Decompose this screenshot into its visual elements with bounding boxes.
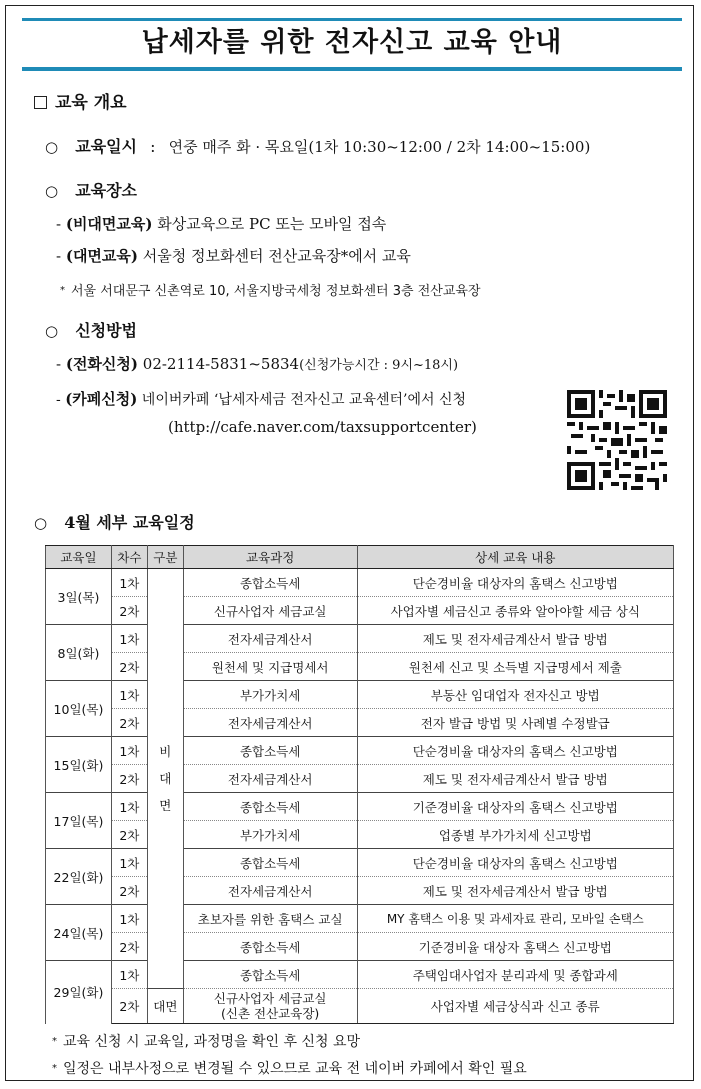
qr-code-icon[interactable]	[567, 390, 667, 490]
mode-offline-cell: 대면	[147, 989, 183, 1024]
detail-cell: 주택임대사업자 분리과세 및 종합과세	[357, 961, 673, 989]
cafe-text: 네이버카페 ‘납세자세금 전자신고 교육센터’에서 신청	[141, 392, 467, 408]
detail-cell: 사업자별 세금신고 종류와 알아야할 세금 상식	[357, 597, 673, 625]
circle-bullet-icon: ○	[45, 138, 59, 156]
note-2	[52, 1058, 527, 1078]
table-row	[46, 625, 674, 653]
offline-label: (대면교육)	[65, 247, 138, 265]
course-main: 신규사업자 세금교실	[213, 991, 327, 1006]
day-cell: 10일(목)	[46, 681, 112, 737]
table-row	[46, 877, 674, 905]
course-cell: 원천세 및 지급명세서	[183, 653, 357, 681]
header-course: 교육과정	[183, 546, 357, 569]
section-overview	[34, 88, 127, 113]
overview-heading: 교육 개요	[55, 93, 127, 113]
round-cell: 1차	[111, 681, 147, 709]
course-cell: 전자세금계산서	[183, 877, 357, 905]
day-cell: 24일(목)	[46, 905, 112, 961]
cafe-url[interactable]: (http://cafe.naver.com/taxsupportcenter)	[168, 418, 477, 436]
online-label: (비대면교육)	[65, 215, 153, 233]
course-cell: 종합소득세	[183, 737, 357, 765]
table-row	[46, 821, 674, 849]
header-round: 차수	[111, 546, 147, 569]
table-row	[46, 849, 674, 877]
table-row	[46, 737, 674, 765]
mode-online-cell	[147, 569, 183, 989]
circle-bullet-icon: ○	[45, 182, 59, 200]
header-day: 교육일	[46, 546, 112, 569]
detail-cell: 단순경비율 대상자의 홈택스 신고방법	[357, 849, 673, 877]
day-cell: 22일(화)	[46, 849, 112, 905]
round-cell: 1차	[111, 849, 147, 877]
day-cell: 17일(목)	[46, 793, 112, 849]
date-row	[45, 134, 590, 157]
mode-online-label: 비 대 면	[159, 744, 172, 813]
round-cell: 2차	[111, 933, 147, 961]
course-cell: 전자세금계산서	[183, 625, 357, 653]
round-cell: 2차	[111, 653, 147, 681]
course-cell: 종합소득세	[183, 793, 357, 821]
detail-cell: 업종별 부가가치세 신고방법	[357, 821, 673, 849]
header-detail: 상세 교육 내용	[357, 546, 673, 569]
round-cell: 1차	[111, 569, 147, 597]
schedule-heading: 4월 세부 교육일정	[64, 513, 195, 532]
day-cell: 3일(목)	[46, 569, 112, 625]
detail-cell: MY 홈택스 이용 및 과세자료 관리, 모바일 손택스	[357, 905, 673, 933]
course-sub: (신촌 전산교육장)	[221, 1006, 320, 1021]
detail-cell: 기준경비율 대상자의 홈택스 신고방법	[357, 793, 673, 821]
table-row	[46, 905, 674, 933]
footnote-text: 서울 서대문구 신촌역로 10, 서울지방국세청 정보화센터 3층 전산교육장	[71, 284, 481, 299]
table-row	[46, 933, 674, 961]
date-value: 연중 매주 화 · 목요일	[168, 138, 309, 156]
offline-text: 서울청 정보화센터 전산교육장*에서 교육	[142, 247, 411, 265]
note-2-text: 일정은 내부사정으로 변경될 수 있으므로 교육 전 네이버 카페에서 확인 필요	[63, 1061, 527, 1077]
course-cell: 부가가치세	[183, 681, 357, 709]
table-row	[46, 765, 674, 793]
asterisk-icon: *	[52, 1036, 57, 1047]
date-sep: :	[150, 137, 156, 156]
apply-label: 신청방법	[75, 321, 138, 340]
round-cell: 2차	[111, 877, 147, 905]
course-cell: 종합소득세	[183, 569, 357, 597]
note-1-text: 교육 신청 시 교육일, 과정명을 확인 후 신청 요망	[63, 1034, 361, 1050]
table-row	[46, 653, 674, 681]
round-cell: 2차	[111, 597, 147, 625]
round-cell: 1차	[111, 793, 147, 821]
detail-cell: 단순경비율 대상자의 홈택스 신고방법	[357, 569, 673, 597]
detail-cell: 제도 및 전자세금계산서 발급 방법	[357, 877, 673, 905]
place-label: 교육장소	[75, 181, 138, 200]
schedule-table	[45, 545, 674, 1024]
round-cell: 2차	[111, 989, 147, 1024]
detail-cell: 전자 발급 방법 및 사례별 수정발급	[357, 709, 673, 737]
detail-cell: 원천세 신고 및 소득별 지급명세서 제출	[357, 653, 673, 681]
course-cell: 초보자를 위한 홈택스 교실	[183, 905, 357, 933]
apply-cafe: - (카페신청) 네이버카페 ‘납세자세금 전자신고 교육센터’에서 신청	[56, 390, 467, 408]
phone-label: (전화신청)	[65, 355, 138, 373]
note-1	[52, 1031, 360, 1051]
table-row	[46, 597, 674, 625]
course-cell: 종합소득세	[183, 933, 357, 961]
detail-cell: 제도 및 전자세금계산서 발급 방법	[357, 765, 673, 793]
circle-bullet-icon: ○	[45, 322, 59, 340]
table-row	[46, 709, 674, 737]
online-text: 화상교육으로 PC 또는 모바일 접속	[157, 215, 387, 233]
place-offline: - (대면교육) 서울청 정보화센터 전산교육장*에서 교육	[56, 247, 411, 265]
day-cell: 29일(화)	[46, 961, 112, 1024]
round-cell: 1차	[111, 905, 147, 933]
round-cell: 1차	[111, 625, 147, 653]
date-label: 교육일시	[75, 137, 138, 156]
round-cell: 2차	[111, 821, 147, 849]
asterisk-icon: *	[60, 285, 65, 296]
header-type: 구분	[147, 546, 183, 569]
page-title: 납세자를 위한 전자신고 교육 안내	[141, 27, 563, 58]
cafe-label: (카페신청)	[65, 390, 138, 408]
phone-hours: (신청가능시간 : 9시~18시)	[299, 358, 459, 373]
detail-cell: 부동산 임대업자 전자신고 방법	[357, 681, 673, 709]
round-cell: 1차	[111, 961, 147, 989]
table-row	[46, 989, 674, 1024]
table-row	[46, 681, 674, 709]
apply-phone: - (전화신청) 02-2114-5831~5834(신청가능시간 : 9시~18시)	[56, 355, 459, 373]
course-cell	[183, 989, 357, 1024]
detail-cell: 사업자별 세금상식과 신고 종류	[357, 989, 673, 1024]
date-times: (1차 10:30~12:00 / 2차 14:00~15:00)	[308, 138, 591, 156]
table-header-row	[46, 546, 674, 569]
title-rule-bottom	[22, 67, 682, 71]
detail-cell: 단순경비율 대상자의 홈택스 신고방법	[357, 737, 673, 765]
day-cell: 15일(화)	[46, 737, 112, 793]
apply-row	[45, 318, 137, 341]
course-cell: 전자세금계산서	[183, 765, 357, 793]
detail-cell: 제도 및 전자세금계산서 발급 방법	[357, 625, 673, 653]
course-cell: 신규사업자 세금교실	[183, 597, 357, 625]
table-row	[46, 793, 674, 821]
place-footnote	[60, 280, 481, 299]
course-cell: 부가가치세	[183, 821, 357, 849]
round-cell: 2차	[111, 709, 147, 737]
square-bullet-icon	[34, 96, 47, 109]
schedule-heading-row	[34, 510, 195, 533]
phone-number[interactable]: 02-2114-5831~5834	[142, 355, 300, 373]
table-row	[46, 569, 674, 597]
table-row	[46, 961, 674, 989]
asterisk-icon: *	[52, 1063, 57, 1074]
round-cell: 2차	[111, 765, 147, 793]
course-cell: 종합소득세	[183, 961, 357, 989]
place-row	[45, 178, 137, 201]
round-cell: 1차	[111, 737, 147, 765]
course-cell: 종합소득세	[183, 849, 357, 877]
circle-bullet-icon: ○	[34, 514, 48, 532]
detail-cell: 기준경비율 대상자 홈택스 신고방법	[357, 933, 673, 961]
course-cell: 전자세금계산서	[183, 709, 357, 737]
place-online: - (비대면교육) 화상교육으로 PC 또는 모바일 접속	[56, 215, 387, 233]
day-cell: 8일(화)	[46, 625, 112, 681]
title-block	[22, 18, 682, 71]
